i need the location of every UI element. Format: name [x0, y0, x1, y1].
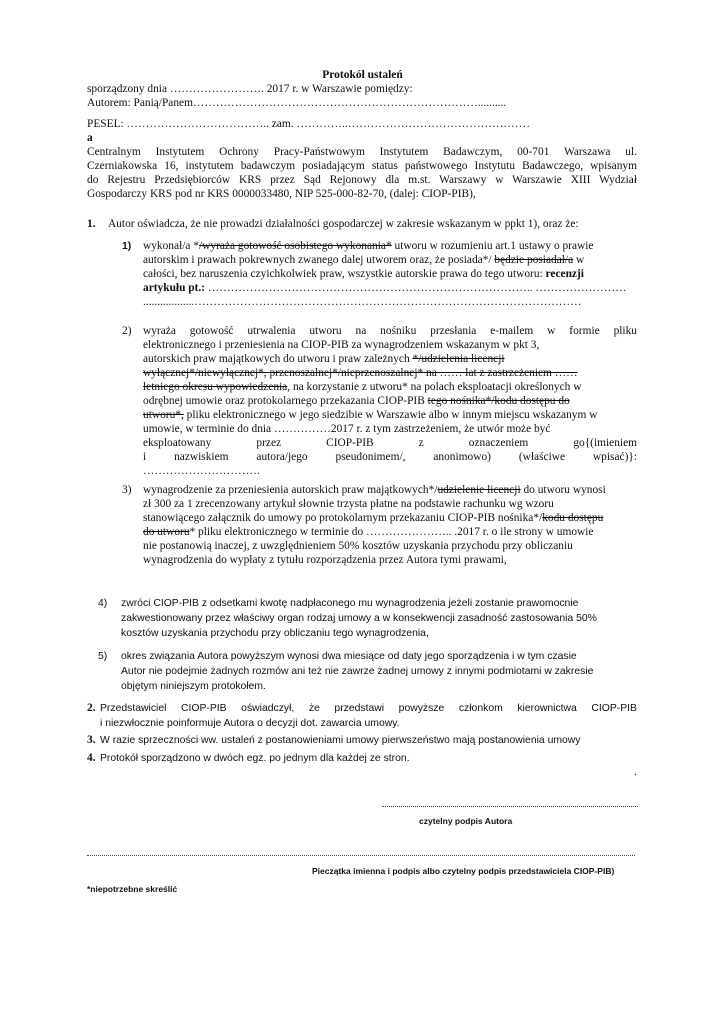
item-2-line-9: eksploatowany przez CIOP-PIB z oznaczeniem go{(imieniem [143, 437, 637, 449]
item-4-line-1: zwróci CIOP-PIB z odsetkami kwotę nadpłaconego mu wynagrodzenia jeżeli zostanie prawomocnie [121, 598, 579, 609]
point-1-number: 1. [87, 218, 96, 230]
item-3-line-3: stanowiącego załącznik do umowy po protokolarnym przekazaniu CIOP-PIB nośnika*/kodu dostępu [143, 512, 604, 524]
point-4-number: 4. [87, 752, 96, 764]
point-3-text: W razie sprzeczności ww. ustaleń z postanowieniami umowy pierwszeństwo mają postanowienia umowy [100, 735, 581, 746]
point-2-line-1: Przedstawiciel CIOP-PIB oświadczył, że przedstawi powyższe członkom kierownictwa CIOP-PIB [100, 703, 637, 714]
stray-mark: . [634, 766, 637, 778]
pesel-line: PESEL: ……………………………….. zam. …………..………………………………………… [87, 118, 530, 130]
point-3-number: 3. [87, 734, 96, 746]
author-signature-line [382, 806, 638, 807]
and-word: a [87, 132, 93, 144]
item-3-number: 3) [122, 484, 132, 496]
item-1-line-4: artykułu pt.: ………………………………………………………………………….. …………………… [143, 282, 627, 294]
date-line: sporządzony dnia ……………………. 2017 r. w Warszawie pomiędzy: [87, 83, 413, 95]
item-2-line-6: odrębnej umowie oraz protokolarnego przekazania CIOP-PIB tego nośnika*/kodu dostępu do [143, 395, 570, 407]
item-5-line-3: objętym niniejszym protokołem. [121, 681, 266, 692]
footnote: *niepotrzebne skreślić [87, 884, 178, 894]
page-title: Protokół ustaleń [322, 69, 403, 81]
item-2-line-5: letniego okresu wypowiedzenia, na korzystanie z utworu* na polach eksploatacji określonych w [143, 381, 582, 393]
ciop-signature-line [87, 855, 635, 856]
item-1-number: 1) [122, 241, 132, 252]
institute-line-1: Centralnym Instytutem Ochrony Pracy-Państwowym Instytutem Badawczym, 00-701 Warszawa ul. [87, 146, 637, 158]
institute-line-3: do Rejestru Przedsiębiorców KRS przez Sąd Rejonowy dla m.st. Warszawy w Warszawie XIII Wydział [87, 174, 637, 186]
item-2-line-7: utworu*, pliku elektronicznego w jego siedzibie w Warszawie albo w innym miejscu wskazanym w [143, 409, 598, 421]
item-1-line-2: autorskim i prawach pokrewnych zwanego dalej utworem oraz, że posiada*/ będzie posiadał/a w [143, 254, 585, 266]
item-3-line-6: wynagrodzenia do wypłaty z tytułu rozporządzenia przez Autora tymi prawami, [143, 554, 507, 566]
point-2-number: 2. [87, 702, 96, 714]
institute-line-2: Czerniakowska 16, instytutem badawczym posiadającym status państwowego Instytutu Badawczego, wpisanym [87, 160, 637, 172]
item-5-number: 5) [98, 651, 108, 662]
item-2-line-3: autorskich praw majątkowych do utworu i praw zależnych */udzielenia licencji [143, 353, 505, 365]
author-line: Autorem: Panią/Panem………………………………………………………………….......... [87, 97, 507, 109]
item-2-line-4: wyłącznej*/niewyłącznej*, przenoszalnej*/nieprzenoszalnej* na …… lat z zastrzeżeniem …… [143, 367, 578, 379]
point-4-text: Protokół sporządzono w dwóch egz. po jednym dla każdej ze stron. [100, 753, 410, 764]
item-1-line-1: wykonał/a */wyraża gotowość osobistego wykonania* utworu w rozumieniu art.1 ustawy o prawie [143, 240, 594, 252]
item-2-line-8: umowie, w terminie do dnia ……………2017 r. z tym zastrzeżeniem, że utwór może być [143, 423, 551, 435]
item-4-number: 4) [98, 598, 108, 609]
point-2-line-2: i niezwłocznie poinformuje Autora o decyzji dot. zawarcia umowy. [100, 718, 400, 729]
item-3-line-5: nie postanowią inaczej, z uwzględnieniem 50% kosztów uzyskania przychodu przy obliczaniu [143, 540, 573, 552]
item-5-line-1: okres związania Autora powyższym wynosi dwa miesiące od daty jego sporządzenia i w tym czasie [121, 651, 577, 662]
item-2-line-10: i nazwiskiem autora/jego pseudonimem/, anonimowo) (właściwe wpisać)}: [143, 451, 637, 463]
item-1-line-5: ..................………………………………………………………………………………………… [143, 296, 582, 308]
item-3-line-2: zł 300 za 1 zrecenzowany artykuł słownie trzysta płatne na podstawie rachunku wg wzoru [143, 498, 554, 510]
item-2-line-1: wyraża gotowość utrwalenia utworu na nośniku przesłania e-mailem w formie pliku [143, 325, 637, 337]
item-3-line-4: do utworu* pliku elektronicznego w terminie do ………………….. .2017 r. o ile strony w umowie [143, 526, 594, 538]
item-4-line-3: kosztów uzyskania przychodu przy obliczaniu tego wynagrodzenia, [121, 628, 429, 639]
author-signature-caption: czytelny podpis Autora [419, 816, 513, 826]
item-2-line-2: elektronicznego i przeniesienia na CIOP-PIB za wynagrodzeniem wskazanym w pkt 3, [143, 339, 540, 351]
item-4-line-2: zakwestionowany przez właściwy organ rodzaj umowy a w konsekwencji zasadność zastosowania 50% [121, 613, 597, 624]
item-2-number: 2) [122, 325, 132, 337]
item-3-line-1: wynagrodzenie za przeniesienia autorskich praw majątkowych*/udzielenie licencji do utworu wynosi [143, 484, 606, 496]
institute-line-4: Gospodarczy KRS pod nr KRS 0000033480, NIP 525-000-82-70, (dalej: CIOP-PIB), [87, 188, 476, 200]
item-1-line-3: całości, bez naruszenia czyichkolwiek praw, wszystkie autorskie prawa do tego utworu: recenzji [143, 268, 584, 280]
item-2-line-11: …………………………. [143, 465, 260, 477]
point-1-text: Autor oświadcza, że nie prowadzi działalności gospodarczej w zakresie wskazanym w ppkt 1), oraz że: [108, 218, 579, 230]
item-5-line-2: Autor nie podejmie żadnych rozmów ani też nie zawrze żadnej umowy z innymi podmiotami w zakresie [121, 666, 594, 677]
ciop-signature-caption: Pieczątka imienna i podpis albo czytelny podpis przedstawiciela CIOP-PIB) [312, 866, 615, 876]
